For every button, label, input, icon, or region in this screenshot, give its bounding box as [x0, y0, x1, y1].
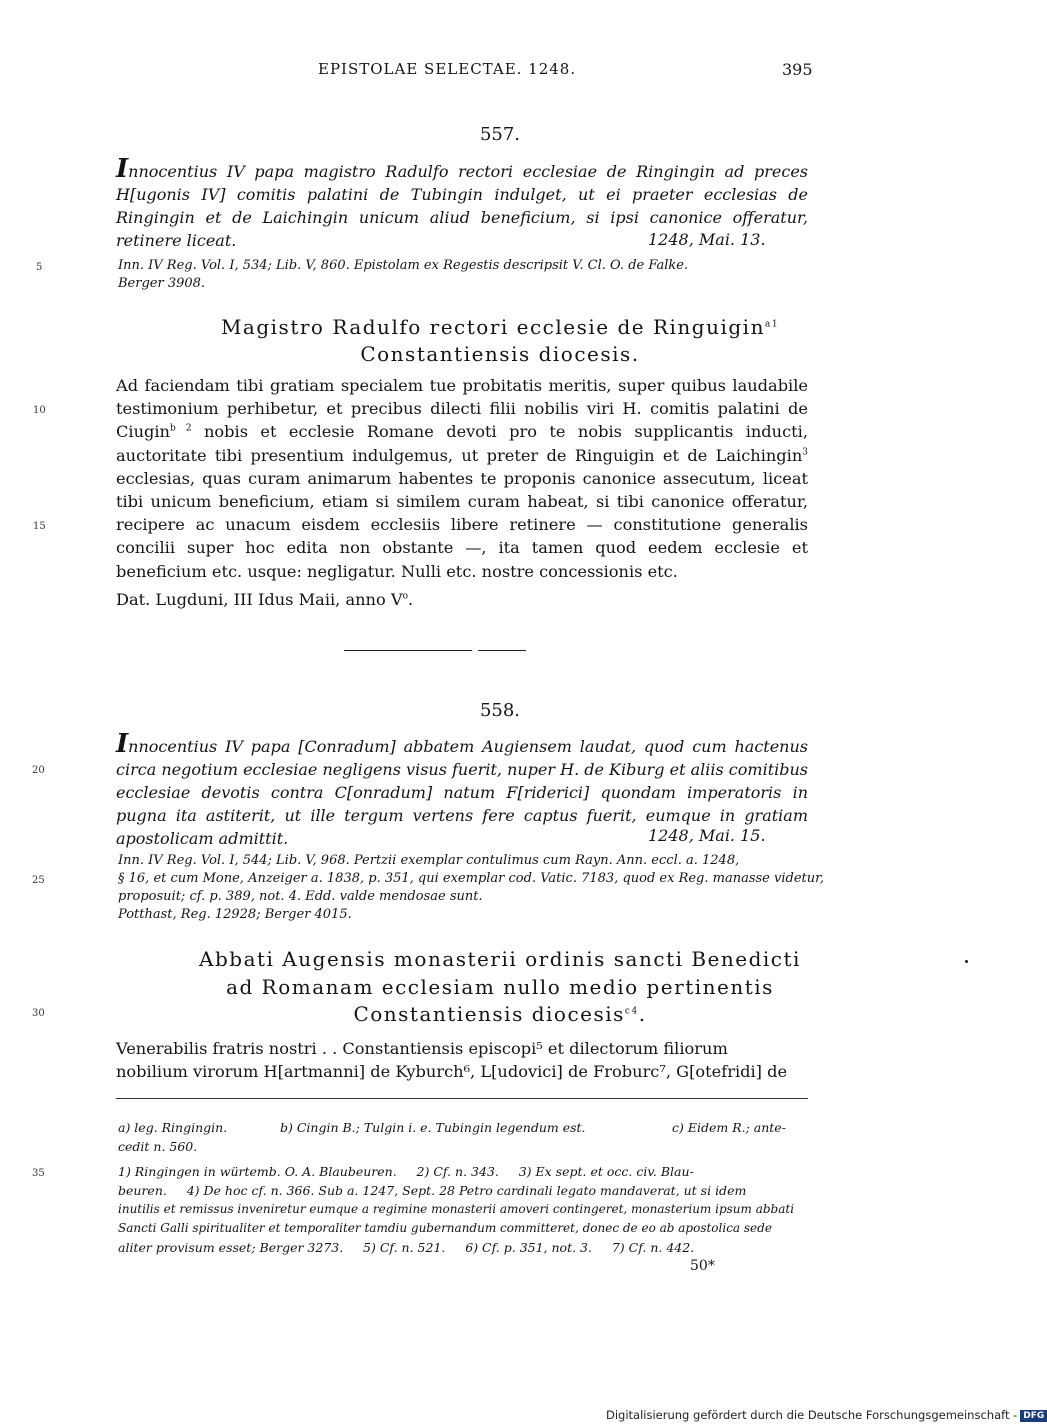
footnote-numbered-line5: aliter provisum esset; Berger 3273. 5) Cf. n. 521. 6) Cf. p. 351, not. 3. 7) Cf. n. 442. — [118, 1240, 695, 1255]
dating-557-text: Dat. Lugduni, III Idus Maii, anno V — [116, 590, 403, 609]
dating-557-sup: o — [402, 591, 408, 602]
letter-text-557 — [116, 374, 808, 583]
stray-mark — [965, 960, 968, 963]
separator-rule-left — [344, 650, 472, 651]
signature-mark: 50* — [690, 1258, 715, 1274]
line-number-25: 25 — [32, 875, 45, 886]
sources-558-line2: § 16, et cum Mone, Anzeiger a. 1838, p. 351, qui exemplar cod. Vatic. 7183, quod ex Reg. manasse videtur, — [118, 871, 825, 886]
line-number-10: 10 — [33, 405, 46, 416]
document-number-558: 558. — [479, 700, 521, 721]
line-number-30: 30 — [32, 1008, 45, 1019]
summary-initial-557: I — [116, 154, 129, 184]
letter-558-line1: Venerabilis fratris nostri . . Constantiensis episcopi⁵ et dilectorum filiorum — [116, 1039, 728, 1058]
footnote-c-line2: cedit n. 560. — [118, 1139, 198, 1154]
separator-rule-right — [478, 650, 526, 651]
addressee-557-line2: Constantiensis diocesis. — [360, 342, 640, 366]
date-558: 1248, Mai. 15. — [648, 826, 766, 845]
addressee-557-text: Magistro Radulfo rectori ecclesie de Ringuigin — [220, 315, 765, 339]
date-557: 1248, Mai. 13. — [648, 230, 766, 249]
dfg-notice-text: Digitalisierung gefördert durch die Deutsche Forschungsgemeinschaft - — [606, 1408, 1018, 1422]
sources-558-line4: Potthast, Reg. 12928; Berger 4015. — [118, 907, 352, 922]
line-number-20: 20 — [32, 765, 45, 776]
letter-557-part1: Ad faciendam tibi gratiam specialem tue probitatis meritis, super quibus laudabile testimonium perhibetur, et precibus dilecti filii nobilis viri H. comitis palatini de Ciugin — [116, 376, 808, 442]
sources-557-line1: Inn. IV Reg. Vol. I, 534; Lib. V, 860. Epistolam ex Regestis descripsit V. Cl. O. de Falke. — [118, 258, 689, 273]
line-number-35: 35 — [32, 1168, 45, 1179]
dating-557-end: . — [407, 590, 414, 609]
footnote-numbered-line3: inutilis et remissus inveniretur eumque a regimine monasterii amoveri contingeret, monasterium ipsum abbati — [118, 1202, 795, 1216]
addressee-557-line1 — [0, 314, 1000, 341]
dfg-notice — [606, 1408, 1047, 1422]
letter-557-ref-b2: b 2 — [169, 424, 192, 435]
footnote-numbered-line4: Sancti Galli spiritualiter et temporaliter tamdiu gubernandum committeret, donec de eo ab apostolica sede — [118, 1221, 772, 1235]
footnote-numbered-line2: beuren. 4) De hoc cf. n. 366. Sub a. 1247, Sept. 28 Petro cardinali legato mandaverat, ut si idem — [118, 1183, 747, 1198]
footnote-numbered-line1: 1) Ringingen in würtemb. O. A. Blaubeuren. 2) Cf. n. 343. 3) Ex sept. et occ. civ. Blau- — [118, 1164, 694, 1179]
letter-557-ref-3: 3 — [802, 447, 808, 458]
addressee-558-end: . — [638, 1002, 647, 1026]
addressee-558-text: Constantiensis diocesis — [353, 1002, 625, 1026]
letter-558-line2: nobilium virorum H[artmanni] de Kyburch⁶, L[udovici] de Froburc⁷, G[otefridi] de — [116, 1062, 788, 1081]
addressee-558-footnote-ref: c4 — [624, 1006, 639, 1017]
running-title: EPISTOLAE SELECTAE. 1248. — [318, 60, 577, 78]
dating-clause-557 — [116, 588, 808, 611]
summary-text-557: nnocentius IV papa magistro Radulfo rectori ecclesiae de Ringingin ad preces H[ugonis IV] comitis palatini de Tubingin indulget, ut ei praeter ecclesias de Ringingin et de Laichingin unicum aliud beneficium, si ipsi canonice offeratur, retinere liceat. — [116, 162, 808, 250]
footnote-a: a) leg. Ringingin. — [118, 1120, 228, 1135]
addressee-557-footnote-ref: a1 — [764, 319, 780, 330]
document-number-557: 557. — [479, 124, 521, 145]
addressee-558-line2: ad Romanam ecclesiam nullo medio pertinentis — [226, 975, 774, 999]
footnote-b: b) Cingin B.; Tulgin i. e. Tubingin legendum est. — [280, 1120, 586, 1135]
footnote-c-line1: c) Eidem R.; ante- — [672, 1120, 786, 1135]
sources-558-line3: proposuit; cf. p. 389, not. 4. Edd. valde mendosae sunt. — [118, 889, 483, 904]
line-number-5: 5 — [36, 262, 43, 273]
summary-text-558: nnocentius IV papa [Conradum] abbatem Augiensem laudat, quod cum hactenus circa negotium ecclesiae negligens visus fuerit, nuper H. de Kiburg et aliis comitibus ecclesiae devotis contra C[onradum] natum F[riderici] quondam imperatoris in pugna ita astiterit, ut ille tergum vertens fere captus fuerit, eumque in gratiam apostolicam admittit. — [116, 737, 808, 848]
addressee-558-line3 — [0, 1001, 1000, 1028]
footnote-rule — [116, 1098, 808, 1099]
line-number-15: 15 — [33, 521, 46, 532]
sources-557-line2: Berger 3908. — [118, 276, 206, 291]
dfg-logo: DFG — [1020, 1410, 1047, 1422]
letter-557-part3: ecclesias, quas curam animarum habentes te proponis canonice assecutum, liceat tibi unicum beneficium, etiam si similem curam habeat, si tibi canonice offeratur, recipere ac unacum eisdem ecclesiis libere retinere — constitutione generalis concilii super hoc edita non obstante —, ita tamen quod eedem ecclesie et beneficium etc. usque: negligatur. Nulli etc. nostre concessionis etc. — [116, 468, 808, 581]
letter-557-part2: nobis et ecclesie Romane devoti pro te nobis supplicantis inducti, auctoritate tibi presentium indulgemus, ut preter de Ringuigin et de Laichingin — [116, 422, 808, 465]
sources-558-line1: Inn. IV Reg. Vol. I, 544; Lib. V, 968. Pertzii exemplar contulimus cum Rayn. Ann. eccl. a. 1248, — [118, 853, 740, 868]
addressee-558-line1: Abbati Augensis monasterii ordinis sancti Benedicti — [199, 947, 801, 971]
summary-initial-558: I — [116, 729, 129, 759]
page-number: 395 — [782, 60, 813, 79]
